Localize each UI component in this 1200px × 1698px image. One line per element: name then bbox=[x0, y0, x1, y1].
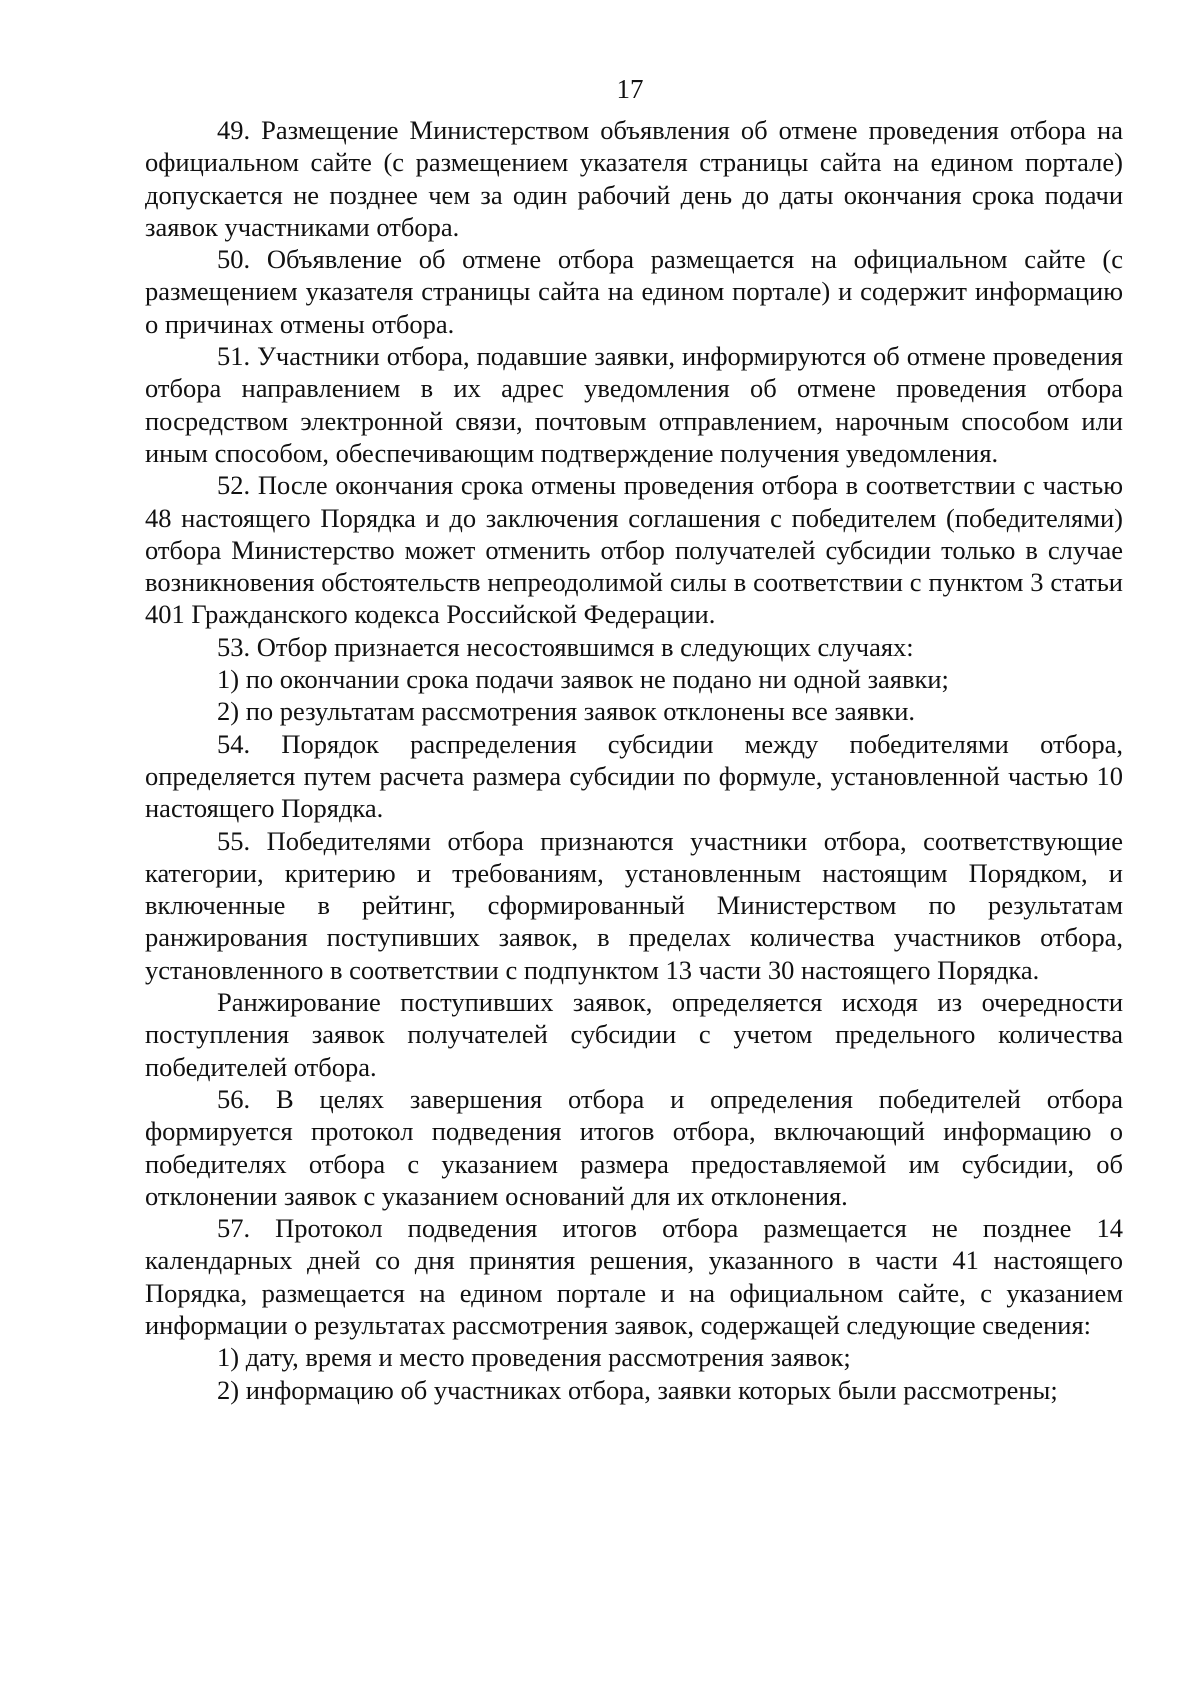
paragraph-55-ranking: Ранжирование поступивших заявок, определяется исходя из очередности поступления заявок получателей субсидии с учетом предельного количества победителей отбора. bbox=[145, 987, 1123, 1082]
paragraph-55: 55. Победителями отбора признаются участники отбора, соответствующие категории, критерию и требованиям, установленным настоящим Порядком, и включенные в рейтинг, сформированный Министерством по результатам ранжирования поступивших заявок, в пределах количества участников отбора, установленного в соответствии с подпунктом 13 части 30 настоящего Порядка. bbox=[145, 825, 1123, 985]
paragraph-52: 52. После окончания срока отмены проведения отбора в соответствии с частью 48 настоящего Порядка и до заключения соглашения с победителем (победителями) отбора Министерство может отменить отбор получателей субсидии только в случае возникновения обстоятельств непреодолимой силы в соответствии с пунктом 3 статьи 401 Гражданского кодекса Российской Федерации. bbox=[145, 470, 1123, 630]
paragraph-51: 51. Участники отбора, подавшие заявки, информируются об отмене проведения отбора направлением в их адрес уведомления об отмене проведения отбора посредством электронной связи, почтовым отправлением, нарочным способом или иным способом, обеспечивающим подтверждение получения уведомления. bbox=[145, 341, 1123, 468]
paragraph-53-item-2: 2) по результатам рассмотрения заявок отклонены все заявки. bbox=[217, 696, 916, 727]
paragraph-50: 50. Объявление об отмене отбора размещается на официальном сайте (с размещением указателя страницы сайта на едином портале) и содержит информацию о причинах отмены отбора. bbox=[145, 244, 1123, 339]
paragraph-57: 57. Протокол подведения итогов отбора размещается не позднее 14 календарных дней со дня принятия решения, указанного в части 41 настоящего Порядка, размещается на едином портале и на официальном сайте, с указанием информации о результатах рассмотрения заявок, содержащей следующие сведения: bbox=[145, 1213, 1123, 1340]
paragraph-53-item-1: 1) по окончании срока подачи заявок не подано ни одной заявки; bbox=[217, 664, 949, 695]
paragraph-57-item-1: 1) дату, время и место проведения рассмотрения заявок; bbox=[217, 1342, 851, 1373]
paragraph-49: 49. Размещение Министерством объявления об отмене проведения отбора на официальном сайте (с размещением указателя страницы сайта на едином портале) допускается не позднее чем за один рабочий день до даты окончания срока подачи заявок участниками отбора. bbox=[145, 115, 1123, 242]
page-number: 17 bbox=[616, 74, 644, 104]
document-body bbox=[145, 114, 1123, 1406]
paragraph-56: 56. В целях завершения отбора и определения победителей отбора формируется протокол подведения итогов отбора, включающий информацию о победителях отбора с указанием размера предоставляемой им субсидии, об отклонении заявок с указанием оснований для их отклонения. bbox=[145, 1083, 1123, 1211]
paragraph-54: 54. Порядок распределения субсидии между победителями отбора, определяется путем расчета размера субсидии по формуле, установленной частью 10 настоящего Порядка. bbox=[145, 728, 1123, 824]
paragraph-53: 53. Отбор признается несостоявшимся в следующих случаях: bbox=[217, 631, 914, 662]
paragraph-57-item-2: 2) информацию об участниках отбора, заявки которых были рассмотрены; bbox=[217, 1374, 1058, 1405]
